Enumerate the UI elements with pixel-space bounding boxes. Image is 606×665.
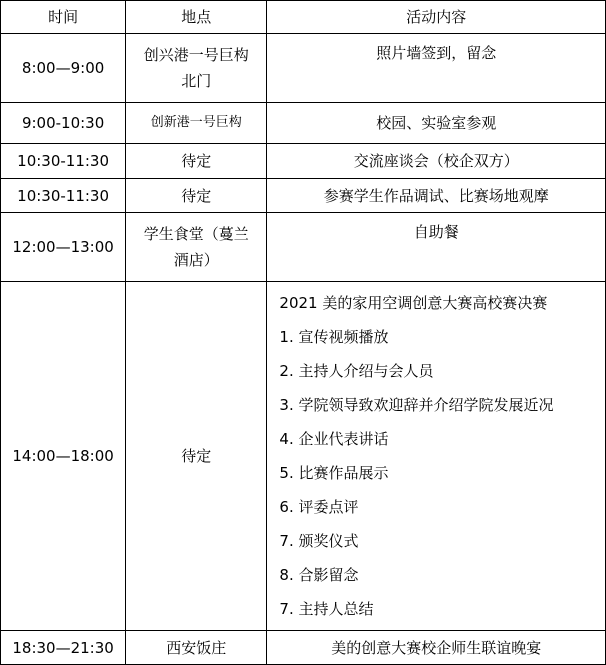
table-row (1, 144, 606, 179)
table-row (1, 213, 606, 282)
activity-cell: 美的创意大赛校企师生联谊晚宴 (267, 631, 606, 665)
list-item: 6. 评委点评 (279, 498, 359, 516)
time-cell: 9:00-10:30 (1, 103, 126, 144)
location-text: 学生食堂（蔓兰酒店） (143, 225, 249, 269)
location-cell (126, 34, 267, 103)
time-cell: 10:30-11:30 (1, 144, 126, 179)
time-cell: 8:00—9:00 (1, 34, 126, 103)
list-item: 7. 颁奖仪式 (279, 532, 359, 550)
activity-cell: 校园、实验室参观 (267, 103, 606, 144)
time-cell: 12:00—13:00 (1, 213, 126, 282)
table-row (1, 282, 606, 631)
activity-cell: 交流座谈会（校企双方） (267, 144, 606, 179)
list-item: 7. 主持人总结 (279, 600, 374, 618)
header-location: 地点 (126, 1, 267, 34)
list-item: 3. 学院领导致欢迎辞并介绍学院发展近况 (279, 396, 554, 414)
time-cell: 14:00—18:00 (1, 282, 126, 631)
time-cell: 10:30-11:30 (1, 179, 126, 213)
table-row (1, 179, 606, 213)
event-program-title: 2021 美的家用空调创意大赛高校赛决赛 (279, 294, 548, 312)
event-program-cell (267, 282, 606, 631)
table-row (1, 34, 606, 103)
time-cell: 18:30—21:30 (1, 631, 126, 665)
list-item: 4. 企业代表讲话 (279, 430, 389, 448)
location-cell: 创新港一号巨构 (126, 103, 267, 144)
location-cell: 西安饭庄 (126, 631, 267, 665)
location-cell: 待定 (126, 282, 267, 631)
location-cell: 待定 (126, 144, 267, 179)
activity-cell: 参赛学生作品调试、比赛场地观摩 (267, 179, 606, 213)
location-cell (126, 213, 267, 282)
list-item: 2. 主持人介绍与会人员 (279, 362, 434, 380)
list-item: 1. 宣传视频播放 (279, 328, 389, 346)
table-row (1, 631, 606, 665)
list-item: 5. 比赛作品展示 (279, 464, 389, 482)
header-activity: 活动内容 (267, 1, 606, 34)
header-time: 时间 (1, 1, 126, 34)
activity-cell: 照片墙签到，留念 (267, 34, 606, 103)
list-item: 8. 合影留念 (279, 566, 359, 584)
table-row (1, 103, 606, 144)
header-row (1, 1, 606, 34)
location-text: 创兴港一号巨构北门 (143, 46, 249, 90)
activity-cell: 自助餐 (267, 213, 606, 282)
location-cell: 待定 (126, 179, 267, 213)
